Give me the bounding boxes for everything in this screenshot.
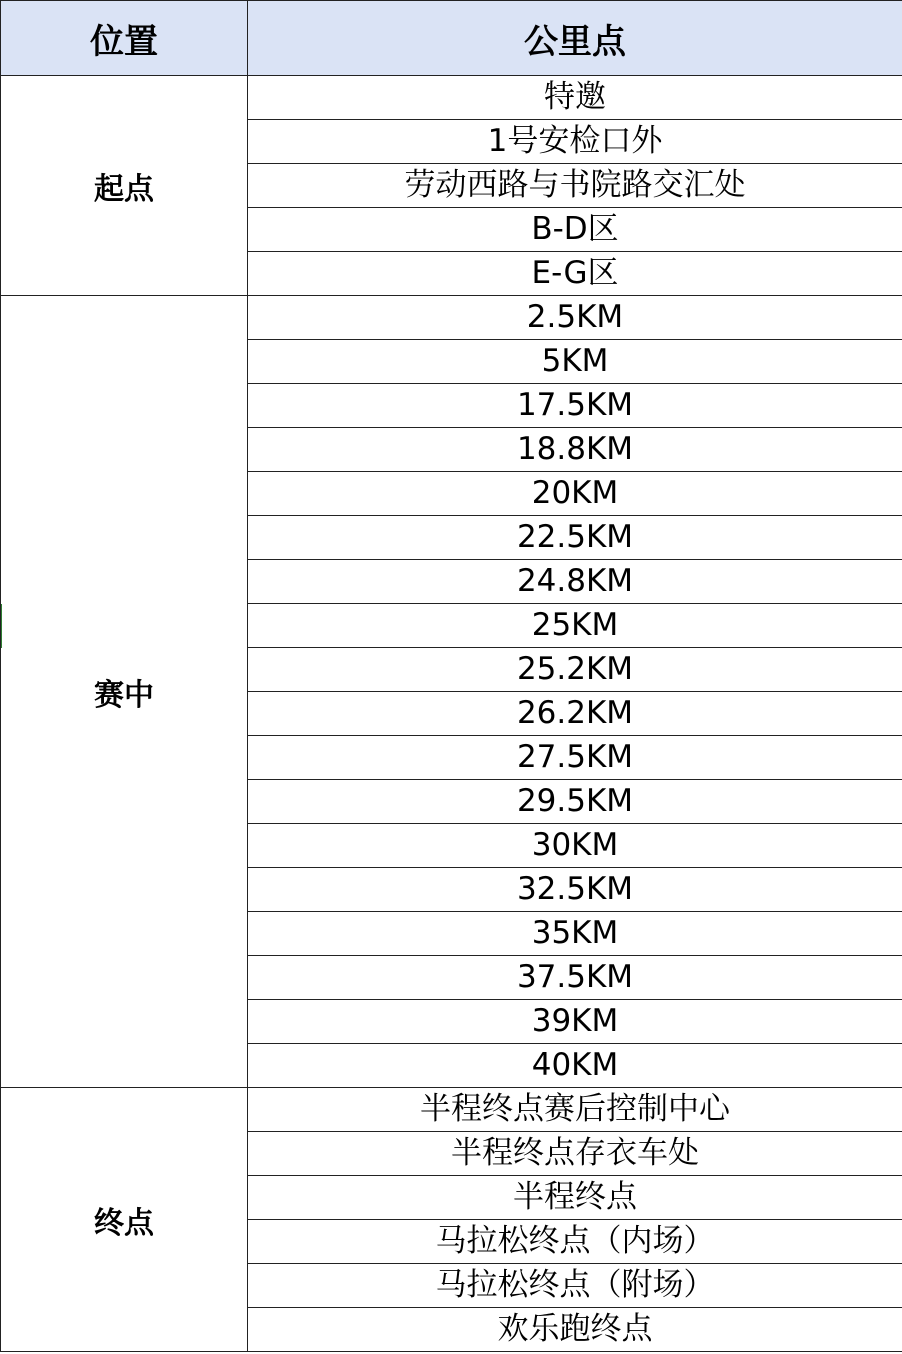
table-body xyxy=(1,76,902,1352)
table-row xyxy=(1,1088,902,1132)
km-point-cell[interactable]: 25KM xyxy=(248,604,902,648)
km-point-cell[interactable]: 22.5KM xyxy=(248,516,902,560)
table-row xyxy=(1,296,902,340)
table-row xyxy=(1,76,902,120)
km-point-cell[interactable]: 40KM xyxy=(248,1044,902,1088)
group-label-cell[interactable]: 赛中 xyxy=(1,296,248,1088)
km-point-cell[interactable]: 20KM xyxy=(248,472,902,516)
header-km-point[interactable]: 公里点 xyxy=(248,1,902,76)
km-point-cell[interactable]: 24.8KM xyxy=(248,560,902,604)
km-point-cell[interactable]: 5KM xyxy=(248,340,902,384)
km-point-cell[interactable]: E-G区 xyxy=(248,252,902,296)
km-point-cell[interactable]: 劳动西路与书院路交汇处 xyxy=(248,164,902,208)
km-point-cell[interactable]: 欢乐跑终点 xyxy=(248,1308,902,1352)
km-point-cell[interactable]: 马拉松终点（附场） xyxy=(248,1264,902,1308)
km-point-cell[interactable]: 35KM xyxy=(248,912,902,956)
km-point-cell[interactable]: 27.5KM xyxy=(248,736,902,780)
km-point-cell[interactable]: 29.5KM xyxy=(248,780,902,824)
km-point-cell[interactable]: 特邀 xyxy=(248,76,902,120)
km-point-cell[interactable]: 37.5KM xyxy=(248,956,902,1000)
km-point-cell[interactable]: 马拉松终点（内场） xyxy=(248,1220,902,1264)
km-point-cell[interactable]: 17.5KM xyxy=(248,384,902,428)
km-point-cell[interactable]: 半程终点赛后控制中心 xyxy=(248,1088,902,1132)
km-point-cell[interactable]: 30KM xyxy=(248,824,902,868)
group-label-cell[interactable]: 终点 xyxy=(1,1088,248,1352)
km-point-cell[interactable]: 25.2KM xyxy=(248,648,902,692)
km-point-cell[interactable]: 2.5KM xyxy=(248,296,902,340)
header-row xyxy=(1,1,902,76)
km-point-cell[interactable]: B-D区 xyxy=(248,208,902,252)
km-point-cell[interactable]: 32.5KM xyxy=(248,868,902,912)
km-point-cell[interactable]: 半程终点 xyxy=(248,1176,902,1220)
km-point-cell[interactable]: 39KM xyxy=(248,1000,902,1044)
km-point-cell[interactable]: 18.8KM xyxy=(248,428,902,472)
group-label-cell[interactable]: 起点 xyxy=(1,76,248,296)
km-point-cell[interactable]: 26.2KM xyxy=(248,692,902,736)
km-point-cell[interactable]: 半程终点存衣车处 xyxy=(248,1132,902,1176)
km-point-cell[interactable]: 1号安检口外 xyxy=(248,120,902,164)
header-position[interactable]: 位置 xyxy=(1,1,248,76)
